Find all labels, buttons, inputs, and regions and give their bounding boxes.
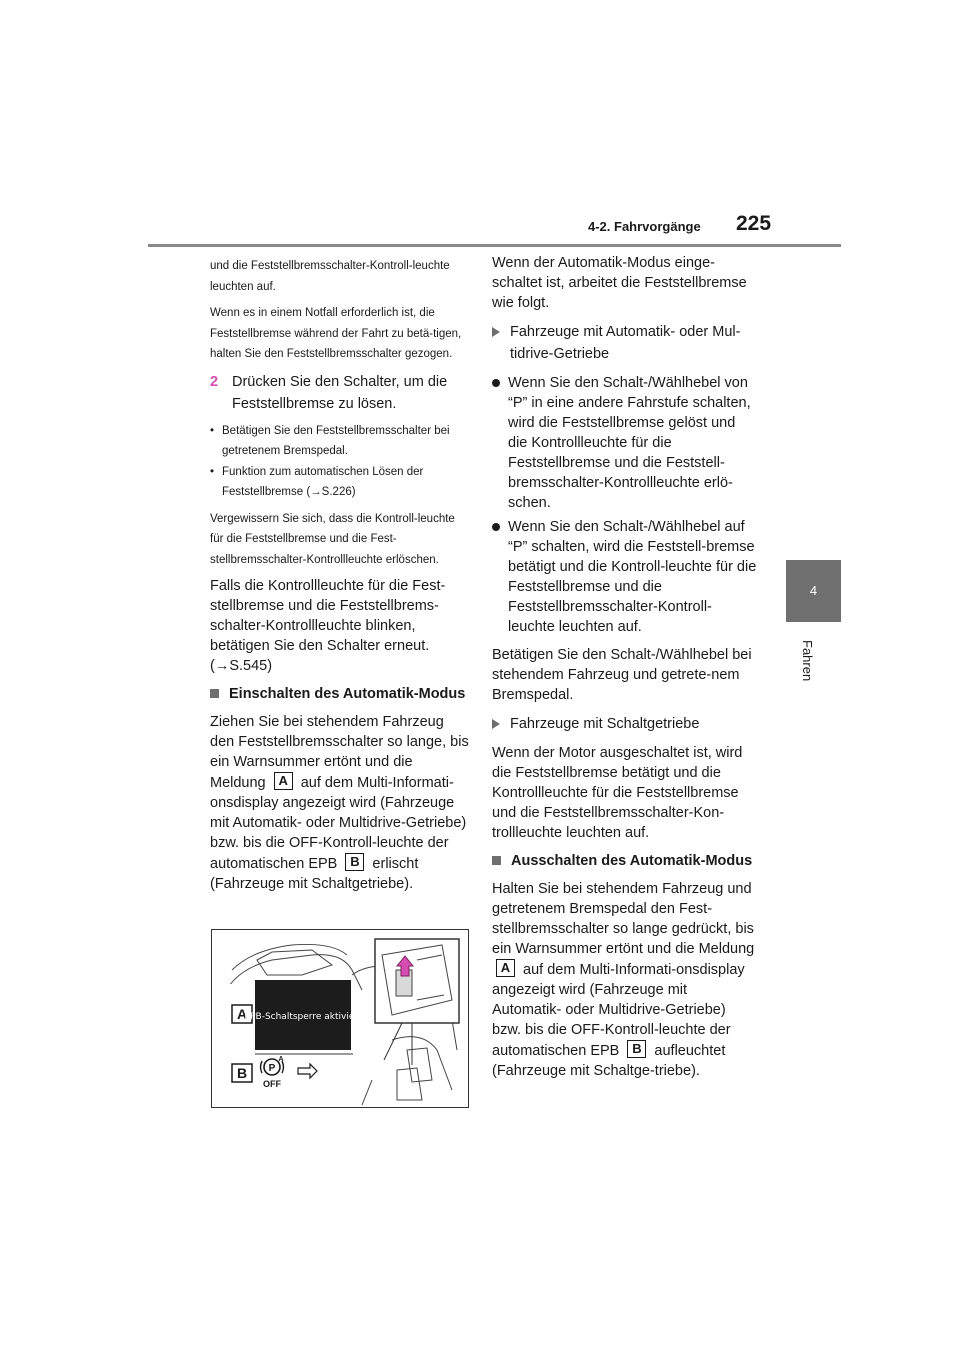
callout-box-a: A <box>496 959 515 977</box>
dot-item <box>492 517 757 637</box>
illustration <box>211 929 469 1108</box>
text-run: aufleuchtet (Fahrzeuge mit Schaltge-triebe). <box>492 1043 726 1079</box>
step-2 <box>210 371 470 415</box>
callout-box-b: B <box>627 1040 646 1058</box>
header-rule <box>148 244 841 247</box>
chapter-tab: 4 <box>786 560 841 622</box>
section-heading <box>210 684 470 704</box>
subsection <box>492 713 757 735</box>
step-number: 2 <box>210 373 219 390</box>
display-message: EPB-Schaltsperre aktiviert <box>244 1012 362 1022</box>
text-run: auf dem Multi-Informati-onsdisplay angezeigt wird (Fahrzeuge mit Automatik- oder Multidrive-Getriebe) bzw. bis die OFF-Kontroll-leuchte der automatischen EPB <box>492 962 745 1059</box>
paragraph <box>210 712 470 894</box>
paragraph: Wenn der Motor ausgeschaltet ist, wird die Feststellbremse betätigt und die Kontrollleuchte für die Feststellbremse und die Feststellbremsschalter-Kon-trollleuchte leuchten auf. <box>492 745 743 841</box>
paragraph: Betätigen Sie den Schalt-/Wählhebel bei stehendem Fahrzeug und getrete-nem Bremspedal. <box>492 647 752 703</box>
triangle-bullet-icon <box>492 719 500 729</box>
square-bullet-icon <box>210 689 219 698</box>
subsection-text: Fahrzeuge mit Automatik- oder Mul-tidrive-Getriebe <box>510 324 741 362</box>
dot-bullet-icon <box>492 523 500 531</box>
label-b: B <box>236 1065 248 1081</box>
dot-bullet-icon <box>492 379 500 387</box>
heading-text: Einschalten des Automatik-Modus <box>229 686 466 702</box>
dot-item-text: Wenn Sie den Schalt-/Wählhebel von “P” in eine andere Fahrstufe schalten, wird die Feststellbremse gelöst und die Kontrollleuchte für die Feststellbremse und die Feststell-bremsschalter-Kontrollleuchte erlö-schen. <box>508 375 751 511</box>
epb-icon-off-text: OFF <box>263 1079 281 1089</box>
text-run: auf dem Multi-Informati-onsdisplay angezeigt wird (Fahrzeuge mit Automatik- oder Multidrive-Getriebe) bzw. bis die OFF-Kontroll-leuchte der automatischen EPB <box>210 775 467 872</box>
dashboard-illustration <box>212 930 468 1107</box>
dot-item <box>492 373 757 513</box>
square-bullet-icon <box>492 856 501 865</box>
section-heading <box>492 851 757 871</box>
heading-text: Ausschalten des Automatik-Modus <box>511 853 753 869</box>
callout-box-a: A <box>274 772 293 790</box>
subsection-text: Fahrzeuge mit Schaltgetriebe <box>510 716 700 732</box>
paragraph: Wenn der Automatik-Modus einge-schaltet ist, arbeitet die Feststellbremse wie folgt. <box>492 255 747 311</box>
paragraph: Vergewissern Sie sich, dass die Kontroll-leuchte für die Feststellbremse und die Fest-stellbremsschalter-Kontrollleuchte erlöschen. <box>210 512 455 566</box>
callout-box-b: B <box>345 853 364 871</box>
note-item: • Funktion zum automatischen Lösen der Feststellbremse (→S.226) <box>210 462 470 503</box>
chapter-label-text: Fahren <box>800 640 815 682</box>
chapter-tab-label <box>786 640 841 700</box>
text-run: Halten Sie bei stehendem Fahrzeug und getretenem Bremspedal den Fest-stellbremsschalter so lange gedrückt, bis ein Warnsummer ertönt und die Meldung <box>492 881 755 957</box>
text-run: Ziehen Sie bei stehendem Fahrzeug den Feststellbremsschalter so lange, bis ein Warnsummer ertönt und die Meldung <box>210 714 469 791</box>
step-text: Drücken Sie den Schalter, um die Feststellbremse zu lösen. <box>232 373 448 412</box>
epb-icon-letter-p: P <box>268 1063 276 1074</box>
epb-icon-letter-a: A <box>278 1056 284 1063</box>
section-title: 4-2. Fahrvorgänge <box>588 219 701 234</box>
paragraph <box>492 879 757 1081</box>
label-a: A <box>236 1006 248 1022</box>
page-number: 225 <box>736 212 772 235</box>
paragraph: und die Feststellbremsschalter-Kontroll-leuchte leuchten auf. <box>210 260 450 293</box>
triangle-bullet-icon <box>492 327 500 337</box>
right-column <box>492 253 757 1089</box>
text-run: erlischt (Fahrzeuge mit Schaltgetriebe). <box>210 856 419 892</box>
paragraph: Falls die Kontrollleuchte für die Fest-stellbremse und die Feststellbrems-schalter-Kontrollleuchte blinken, betätigen Sie den Schalter erneut. (→S.545) <box>210 578 446 674</box>
subsection <box>492 321 757 365</box>
dot-item-text: Wenn Sie den Schalt-/Wählhebel auf “P” schalten, wird die Feststell-bremse betätigt und die Kontroll-leuchte für die Feststellbremse und die Feststellbremsschalter-Kontroll-leuchte leuchten auf. <box>508 519 757 635</box>
left-column <box>210 256 470 902</box>
note-item: • Betätigen Sie den Feststellbremsschalter bei getretenem Bremspedal. <box>210 421 470 462</box>
paragraph: Wenn es in einem Notfall erforderlich ist, die Feststellbremse während der Fahrt zu betä-tigen, halten Sie den Feststellbremsschalter gezogen. <box>210 307 462 360</box>
note-list <box>210 421 470 503</box>
